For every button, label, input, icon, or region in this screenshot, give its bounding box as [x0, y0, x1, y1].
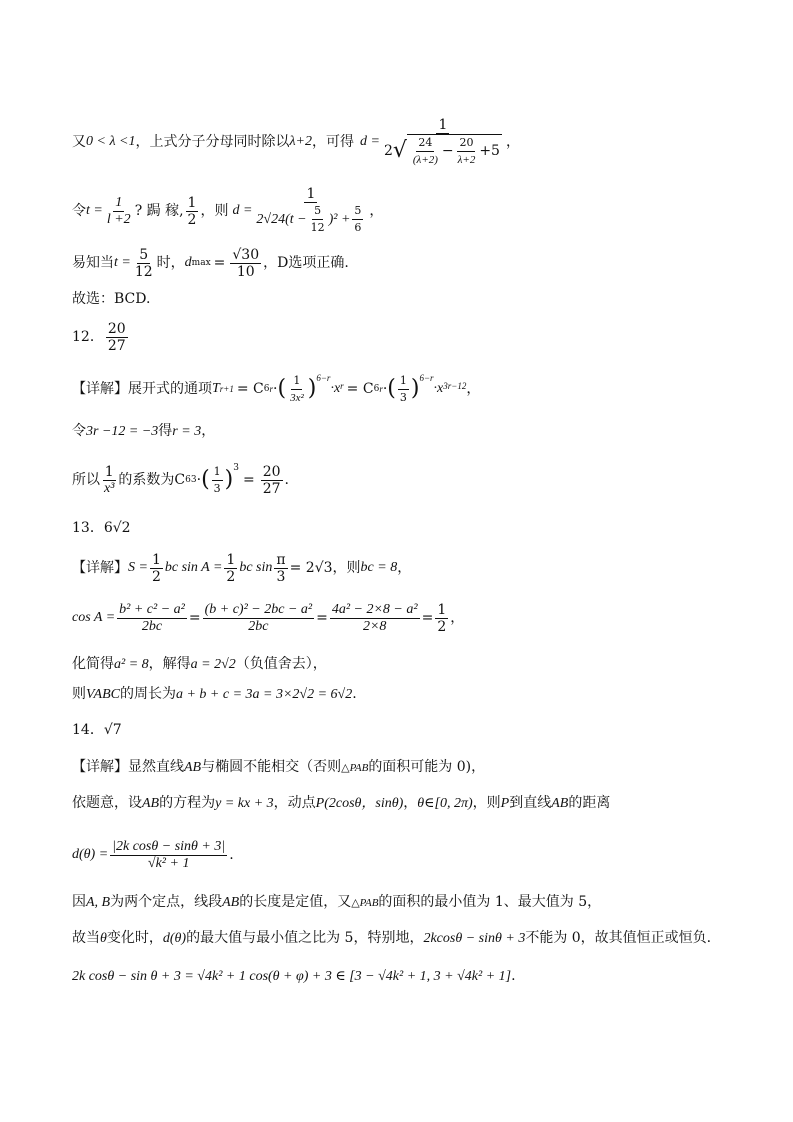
- text: 故当: [72, 930, 100, 946]
- math: 2: [383, 142, 393, 159]
- answer: 6√2: [103, 520, 131, 536]
- text: ，: [369, 203, 384, 219]
- frac-num: 5: [312, 203, 323, 220]
- subscript: 6: [263, 384, 270, 394]
- superscript: 6−r: [316, 373, 331, 383]
- math: r = 3: [172, 424, 202, 439]
- line-17: [72, 966, 516, 987]
- text: ，则: [332, 560, 361, 576]
- text: 不能为 0，故其值恒正或恒负.: [525, 930, 712, 946]
- line-6: [72, 421, 215, 442]
- math: y = kx + 3: [215, 796, 274, 811]
- text: ,: [179, 203, 184, 219]
- fraction-num: 1: [438, 116, 448, 133]
- line-9: [72, 596, 464, 640]
- math: +5: [479, 143, 500, 159]
- superscript: r: [379, 384, 383, 394]
- text: 为两个定点，线段: [110, 894, 223, 910]
- frac-num: 20: [262, 463, 281, 480]
- text: 的面积的最小值为 1、最大值为 5，: [378, 894, 602, 910]
- text: 【详解】: [72, 560, 128, 576]
- math: cos A =: [72, 610, 116, 625]
- math: d =: [232, 203, 253, 218]
- math: a = 2√2: [190, 657, 236, 672]
- frac-den: (λ+2): [412, 153, 438, 166]
- math: 2√24(t −: [256, 211, 307, 227]
- question-number: 14．: [72, 722, 104, 738]
- superscript: 3r−12: [443, 381, 467, 391]
- frac-num: 1: [212, 464, 223, 481]
- math: t =: [86, 203, 103, 218]
- line-8: [72, 548, 411, 588]
- frac-den: 3x²: [290, 391, 304, 404]
- math: △PAB: [351, 897, 379, 909]
- frac-num: 20: [107, 320, 126, 337]
- frac-den: 2: [437, 618, 447, 635]
- math: d(θ): [162, 931, 187, 946]
- frac-num: 5: [139, 246, 149, 263]
- text: ，上式分子分母同时除以: [135, 134, 290, 150]
- text: ，: [397, 560, 412, 576]
- frac-num: (b + c)² − 2bc − a²: [204, 601, 313, 617]
- question-number: 12．: [72, 329, 104, 345]
- math: =: [421, 610, 434, 626]
- fraction-den: 2 √ $\frac{24}{(\lambda+2)}$ − $\frac{20}{\lambda+2}$ +5: [383, 135, 500, 166]
- frac-den: l +2: [106, 211, 131, 227]
- question-14: [72, 720, 122, 740]
- math: AB: [222, 895, 240, 910]
- math: ·x: [433, 381, 444, 396]
- math: = 2√3: [289, 560, 333, 576]
- subscript: 6: [373, 384, 380, 394]
- question-13: [72, 518, 131, 538]
- frac-den: x³: [104, 480, 115, 496]
- text: 依题意，设: [72, 795, 142, 811]
- text: 的系数为: [118, 472, 175, 488]
- frac-den: 2×8: [362, 618, 387, 634]
- math: 0 < λ <1: [86, 134, 136, 149]
- math: ·x: [330, 381, 341, 396]
- math: 3r −12 = −3: [86, 424, 159, 439]
- math: AB: [184, 760, 202, 775]
- frac-num: 5: [352, 203, 363, 220]
- math: θ∈[0, 2π): [417, 796, 473, 811]
- frac-num: 1: [104, 463, 114, 480]
- superscript: r: [340, 381, 344, 391]
- math: = C: [236, 381, 264, 397]
- text: 因: [72, 894, 86, 910]
- text: .: [511, 968, 516, 984]
- text: ，: [450, 610, 465, 626]
- math: bc sin: [239, 560, 273, 575]
- text: 的面积可能为 0)，: [368, 759, 486, 775]
- superscript: 3: [190, 475, 197, 485]
- math: 2k cosθ − sin θ + 3 = √4k² + 1 cos(θ + φ) + 3 ∈ [3 − √4k² + 1, 3 + √4k² + 1]: [72, 969, 512, 984]
- math: a² = 8: [114, 657, 149, 672]
- frac-num: 4a² − 2×8 − a²: [331, 601, 418, 617]
- text: .: [229, 847, 234, 863]
- text: ，: [201, 423, 216, 439]
- line-2: [72, 188, 383, 234]
- math: C: [174, 472, 186, 488]
- superscript: r: [269, 384, 274, 394]
- text: 故选：BCD.: [72, 291, 151, 307]
- math: P: [500, 796, 510, 811]
- frac-num: b² + c² − a²: [119, 601, 185, 617]
- frac-den: 3: [276, 568, 286, 585]
- question-number: 13．: [72, 520, 104, 536]
- math: =: [242, 472, 255, 488]
- math: =: [316, 610, 328, 626]
- subscript: r+1: [219, 384, 234, 394]
- frac-den: 27: [107, 337, 126, 354]
- text: ，: [466, 381, 481, 397]
- text: 的方程为: [159, 795, 216, 811]
- math: P(2cosθ，sinθ): [315, 796, 404, 811]
- line-16: [72, 928, 711, 949]
- subscript: 6: [185, 475, 191, 485]
- frac-den: 12: [310, 221, 325, 234]
- text: 则: [72, 686, 86, 702]
- line-3: [72, 242, 349, 284]
- math: λ+2: [289, 134, 312, 149]
- text: 令: [72, 423, 86, 439]
- text: 变化时，: [106, 930, 163, 946]
- math: △PAB: [341, 762, 369, 774]
- math: 2kcosθ − sinθ + 3: [423, 931, 526, 946]
- frac-den: 2: [226, 568, 236, 585]
- frac-num: 1: [151, 551, 161, 568]
- math: A, B: [86, 895, 111, 910]
- frac-den: 2bc: [248, 618, 269, 634]
- frac-den: 2: [187, 211, 197, 228]
- subscript: max: [191, 258, 211, 268]
- text: 易知当: [72, 255, 114, 271]
- frac-num: 1: [226, 551, 236, 568]
- text: 令: [72, 203, 86, 219]
- frac-den: 3: [399, 390, 407, 404]
- math: AB: [142, 796, 160, 811]
- math: a + b + c = 3a = 3×2√2 = 6√2: [175, 687, 353, 702]
- text: 的长度是定值，又: [239, 894, 352, 910]
- text: 的周长为: [119, 686, 176, 702]
- frac-num: √30: [232, 246, 260, 263]
- text: ，则: [472, 795, 501, 811]
- frac-num: |2k cosθ − sinθ + 3|: [112, 838, 226, 854]
- text: （负值舍去），: [235, 656, 327, 672]
- math: = C: [346, 381, 374, 397]
- text: 化简得: [72, 656, 114, 672]
- math: )² +: [328, 211, 351, 227]
- math: d: [184, 255, 192, 270]
- text: 时，: [156, 255, 185, 271]
- text: 到直线: [509, 795, 552, 811]
- text: 【详解】展开式的通项: [72, 381, 212, 397]
- math: VABC: [86, 687, 120, 702]
- line-5: 【详解】展开式的通项 T r+1 = C 6 r · ( $\frac{1}{\text{3x²}}$ ) $^{6-r}$ ·x $^r$ = C 6 r · ( $\frac{1}{3}$ ) $^{6-r}$ ·x $^{3r-12}$ ，: [72, 368, 480, 410]
- math: T: [212, 381, 220, 396]
- frac-den: 10: [236, 263, 255, 280]
- text: 的最大值与最小值之比为 5，特别地，: [186, 930, 424, 946]
- text: 【详解】显然直线: [72, 759, 184, 775]
- garbled-text: ? 跼 稼: [134, 203, 180, 219]
- frac-num: π: [276, 551, 286, 568]
- math: bc = 8: [360, 560, 398, 575]
- text: 又: [72, 134, 86, 150]
- line-1: [72, 118, 520, 166]
- line-4: [72, 289, 150, 309]
- text: ，D选项正确.: [263, 255, 349, 271]
- frac-num: 1: [115, 194, 123, 210]
- text: 的距离: [568, 795, 611, 811]
- math: bc sin A =: [164, 560, 223, 575]
- frac-den: [254, 203, 367, 236]
- frac-den: 6: [354, 221, 362, 234]
- frac-num: 1: [398, 373, 409, 390]
- text: ，则: [200, 203, 229, 219]
- math: θ: [100, 931, 107, 946]
- line-15: [72, 892, 601, 913]
- line-14: [72, 832, 234, 878]
- fraction-d: [382, 117, 504, 168]
- sqrt-body: [407, 134, 502, 168]
- line-13: [72, 793, 610, 814]
- text: ，可得: [311, 134, 354, 150]
- frac-den: λ+2: [457, 153, 476, 166]
- frac-den: 12: [134, 263, 153, 280]
- math: ·: [382, 381, 388, 397]
- frac-num: 1: [291, 373, 302, 390]
- line-11: [72, 684, 357, 705]
- line-12: [72, 757, 485, 778]
- math: d =: [359, 134, 380, 149]
- superscript: 3: [233, 463, 239, 473]
- math: ·: [196, 472, 202, 488]
- text: 与椭圆不能相交（否则: [201, 759, 342, 775]
- math: =: [213, 255, 226, 271]
- line-10: [72, 654, 327, 675]
- math: AB: [551, 796, 569, 811]
- question-12: [72, 318, 130, 356]
- text: ，: [403, 795, 418, 811]
- line-7: 所以 $\frac{1}{\text{x³}}$ 的系数为 C 6 3 · ( $\frac{1}{3}$ ) $^3$ = $\frac{20}{27}$ .: [72, 458, 289, 502]
- frac-num: 20: [457, 135, 475, 152]
- math: ·: [273, 381, 278, 397]
- frac-num: 1: [437, 601, 447, 618]
- text: ，解得: [148, 656, 191, 672]
- frac-den: 2bc: [141, 618, 163, 634]
- text: .: [284, 472, 289, 488]
- text: ，: [505, 134, 520, 150]
- math: d(θ) =: [72, 847, 109, 862]
- frac-den: √k² + 1: [147, 855, 190, 871]
- frac-den: 27: [262, 480, 281, 497]
- superscript: 6−r: [419, 373, 434, 383]
- text: ，动点: [273, 795, 316, 811]
- math: t =: [114, 255, 131, 270]
- frac-num: 1: [306, 186, 316, 202]
- frac-num: 24: [416, 135, 434, 152]
- math: −: [441, 143, 454, 159]
- frac-den: 2: [151, 568, 161, 585]
- math: S =: [128, 560, 148, 575]
- frac-num: 1: [187, 194, 197, 211]
- text: .: [352, 686, 357, 702]
- fraction-d2: [254, 186, 367, 236]
- math: =: [188, 610, 201, 626]
- text: 得: [158, 423, 173, 439]
- frac-den: 3: [213, 481, 221, 495]
- text: 所以: [72, 472, 100, 488]
- answer: √7: [103, 722, 122, 738]
